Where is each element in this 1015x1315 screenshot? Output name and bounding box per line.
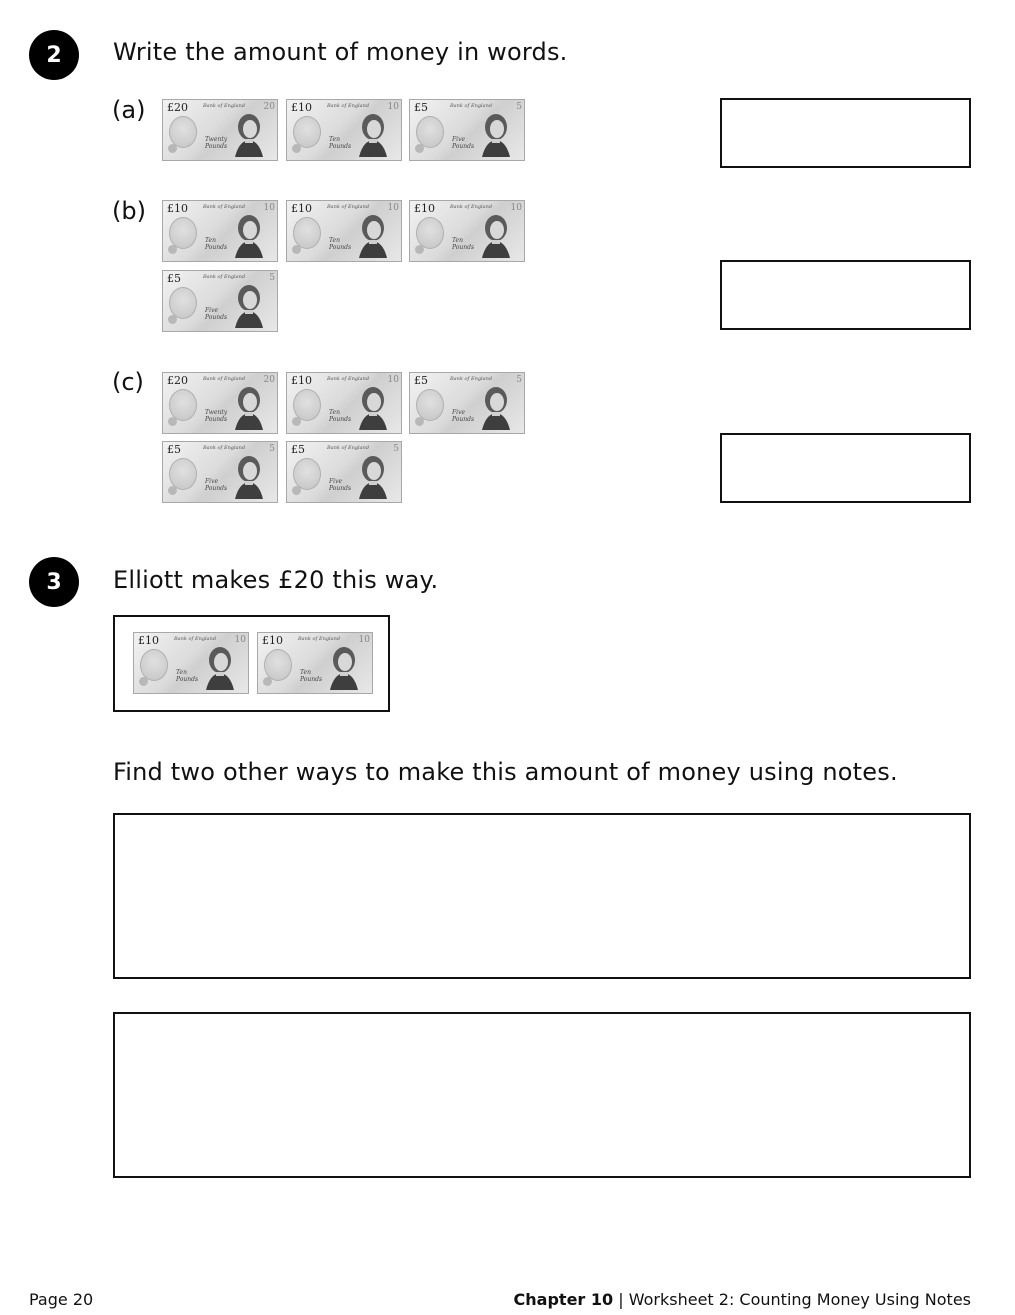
- note-value-words: Twenty Pounds: [205, 136, 228, 150]
- answer-box-a[interactable]: [720, 98, 971, 168]
- question-number: 2: [46, 42, 62, 68]
- part-label-c: (c): [112, 368, 144, 396]
- note-value-words: Five Pounds: [329, 478, 352, 492]
- chapter-label: Chapter 10: [513, 1290, 614, 1309]
- hologram-dot-icon: [292, 245, 301, 254]
- banknote: [286, 99, 402, 161]
- hologram-dot-icon: [168, 245, 177, 254]
- bank-of-england-script: Bank of England: [298, 636, 341, 642]
- hologram-dot-icon: [292, 417, 301, 426]
- hologram-dot-icon: [415, 245, 424, 254]
- note-value-words: Ten Pounds: [329, 136, 352, 150]
- corner-numeral: 10: [263, 203, 275, 213]
- queen-portrait-icon: [229, 278, 269, 328]
- corner-numeral: 20: [263, 375, 275, 385]
- note-value-words: Five Pounds: [452, 136, 475, 150]
- banknote: [133, 632, 249, 694]
- note-value-words: Ten Pounds: [176, 669, 199, 683]
- note-value: £5: [167, 443, 181, 456]
- note-value-words: Five Pounds: [452, 409, 475, 423]
- bank-of-england-script: Bank of England: [203, 204, 246, 210]
- hologram-dot-icon: [168, 144, 177, 153]
- corner-numeral: 5: [393, 444, 399, 454]
- corner-numeral: 5: [269, 273, 275, 283]
- queen-portrait-icon: [353, 107, 393, 157]
- note-value-words: Ten Pounds: [329, 237, 352, 251]
- question-number: 3: [46, 569, 62, 595]
- footer-title: [514, 1290, 971, 1309]
- hologram-dot-icon: [263, 677, 272, 686]
- note-value-words: Five Pounds: [205, 478, 228, 492]
- corner-numeral: 10: [387, 102, 399, 112]
- corner-numeral: 10: [510, 203, 522, 213]
- queen-portrait-icon: [200, 640, 240, 690]
- bank-of-england-script: Bank of England: [203, 274, 246, 280]
- hologram-dot-icon: [415, 144, 424, 153]
- part-label-b: (b): [112, 197, 146, 225]
- note-value: £10: [414, 202, 435, 215]
- note-value: £10: [291, 374, 312, 387]
- corner-numeral: 5: [516, 375, 522, 385]
- note-value-words: Twenty Pounds: [205, 409, 228, 423]
- note-value: £10: [138, 634, 159, 647]
- banknote: [257, 632, 373, 694]
- note-value: £10: [291, 202, 312, 215]
- bank-of-england-script: Bank of England: [327, 445, 370, 451]
- banknote: [286, 441, 402, 503]
- note-value: £20: [167, 374, 188, 387]
- note-value: £5: [414, 101, 428, 114]
- part-label-a: (a): [112, 96, 146, 124]
- corner-numeral: 10: [358, 635, 370, 645]
- page-number: Page 20: [29, 1290, 94, 1309]
- note-value: £10: [291, 101, 312, 114]
- corner-numeral: 10: [234, 635, 246, 645]
- corner-numeral: 5: [269, 444, 275, 454]
- queen-portrait-icon: [324, 640, 364, 690]
- bank-of-england-script: Bank of England: [450, 103, 493, 109]
- queen-portrait-icon: [353, 449, 393, 499]
- question-intro: Elliott makes £20 this way.: [113, 566, 439, 594]
- note-value-words: Ten Pounds: [300, 669, 323, 683]
- queen-portrait-icon: [476, 380, 516, 430]
- note-value: £5: [414, 374, 428, 387]
- banknote: [286, 372, 402, 434]
- note-value-words: Ten Pounds: [329, 409, 352, 423]
- note-value-words: Ten Pounds: [205, 237, 228, 251]
- question-number-badge: [29, 30, 79, 80]
- hologram-dot-icon: [292, 144, 301, 153]
- question-number-badge: [29, 557, 79, 607]
- queen-portrait-icon: [229, 208, 269, 258]
- queen-portrait-icon: [229, 107, 269, 157]
- answer-box-b[interactable]: [720, 260, 971, 330]
- corner-numeral: 10: [387, 375, 399, 385]
- worksheet-title: Worksheet 2: Counting Money Using Notes: [628, 1290, 971, 1309]
- corner-numeral: 10: [387, 203, 399, 213]
- bank-of-england-script: Bank of England: [327, 204, 370, 210]
- note-value: £10: [167, 202, 188, 215]
- note-value: £20: [167, 101, 188, 114]
- banknote: [286, 200, 402, 262]
- note-value: £10: [262, 634, 283, 647]
- banknote: [409, 99, 525, 161]
- banknote: [162, 99, 278, 161]
- bank-of-england-script: Bank of England: [203, 445, 246, 451]
- banknote: [162, 270, 278, 332]
- corner-numeral: 20: [263, 102, 275, 112]
- bank-of-england-script: Bank of England: [203, 376, 246, 382]
- banknote: [162, 441, 278, 503]
- corner-numeral: 5: [516, 102, 522, 112]
- queen-portrait-icon: [353, 380, 393, 430]
- bank-of-england-script: Bank of England: [450, 376, 493, 382]
- answer-box-c[interactable]: [720, 433, 971, 503]
- banknote: [409, 200, 525, 262]
- answer-box-way-1[interactable]: [113, 813, 971, 979]
- banknote: [162, 200, 278, 262]
- answer-box-way-2[interactable]: [113, 1012, 971, 1178]
- bank-of-england-script: Bank of England: [327, 376, 370, 382]
- hologram-dot-icon: [168, 315, 177, 324]
- hologram-dot-icon: [168, 486, 177, 495]
- hologram-dot-icon: [139, 677, 148, 686]
- queen-portrait-icon: [353, 208, 393, 258]
- banknote: [162, 372, 278, 434]
- queen-portrait-icon: [229, 380, 269, 430]
- queen-portrait-icon: [476, 208, 516, 258]
- question-task: Find two other ways to make this amount of money using notes.: [113, 758, 898, 786]
- note-value-words: Five Pounds: [205, 307, 228, 321]
- hologram-dot-icon: [415, 417, 424, 426]
- hologram-dot-icon: [168, 417, 177, 426]
- banknote: [409, 372, 525, 434]
- note-value: £5: [167, 272, 181, 285]
- question-instruction: Write the amount of money in words.: [113, 38, 568, 66]
- bank-of-england-script: Bank of England: [174, 636, 217, 642]
- footer-separator: |: [618, 1290, 624, 1309]
- hologram-dot-icon: [292, 486, 301, 495]
- bank-of-england-script: Bank of England: [203, 103, 246, 109]
- note-value-words: Ten Pounds: [452, 237, 475, 251]
- queen-portrait-icon: [229, 449, 269, 499]
- bank-of-england-script: Bank of England: [327, 103, 370, 109]
- queen-portrait-icon: [476, 107, 516, 157]
- bank-of-england-script: Bank of England: [450, 204, 493, 210]
- note-value: £5: [291, 443, 305, 456]
